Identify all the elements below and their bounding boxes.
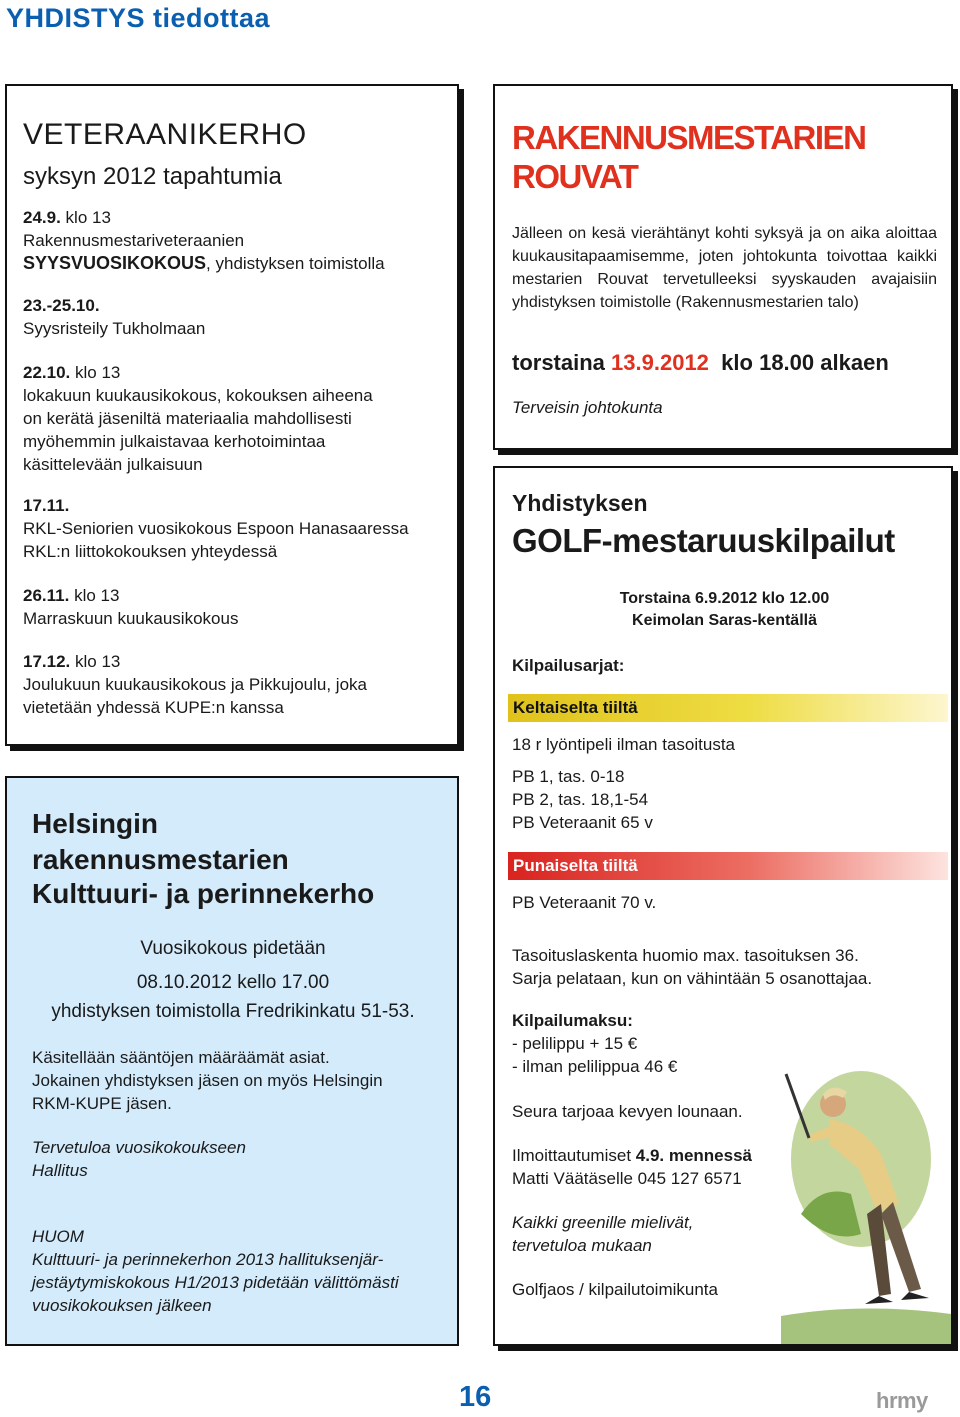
signup-deadline: 4.9. mennessä: [635, 1146, 753, 1165]
page-number: 16: [459, 1381, 492, 1413]
event-date: 22.10.: [23, 363, 71, 382]
event-text: , yhdistyksen toimistolla: [206, 254, 385, 273]
event-text: RKL-Seniorien vuosikokous Espoon Hanasaaressa: [23, 519, 409, 538]
meeting-line: yhdistyksen toimistolla Fredrikinkatu 51-53.: [51, 1001, 415, 1022]
welcome-line: tervetuloa mukaan: [512, 1236, 652, 1255]
rouvat-after: alkaen: [820, 350, 889, 375]
welcome-line: Hallitus: [32, 1161, 88, 1180]
kulttuuri-title-line: Kulttuuri- ja perinnekerho: [32, 878, 375, 909]
kulttuuri-title-line: Helsingin: [32, 808, 159, 839]
golfer-icon: [781, 1064, 951, 1344]
rouvat-klo: klo: [721, 350, 753, 375]
class-item: PB Veteraanit 70 v.: [512, 893, 657, 912]
red-tee-bar: Punaiselta tiiltä: [508, 852, 948, 880]
event-date: 26.11.: [23, 586, 70, 605]
rouvat-day: torstaina: [512, 350, 605, 375]
welcome-line: Kaikki greenille mielivät,: [512, 1213, 694, 1232]
golf-venue: Keimolan Saras-kentällä: [632, 612, 817, 629]
event-text: Rakennusmestariveteraanien: [23, 231, 245, 250]
event-date: 23.-25.10.: [23, 296, 100, 315]
event-text: RKL:n liittokokouksen yhteydessä: [23, 542, 278, 561]
rouvat-title: [512, 118, 865, 196]
yellow-description: 18 r lyöntipeli ilman tasoitusta: [512, 735, 736, 754]
event-item: [23, 584, 453, 630]
event-time: klo 13: [74, 586, 120, 605]
signup-text: Ilmoittautumiset: [512, 1146, 636, 1165]
welcome-line: Tervetuloa vuosikokoukseen: [32, 1138, 246, 1157]
event-time: klo 13: [65, 208, 111, 227]
event-text-bold: SYYSVUOSIKOKOUS: [23, 253, 207, 273]
golf-signature: Golfjaos / kilpailutoimikunta: [512, 1280, 718, 1299]
event-date: 24.9.: [23, 208, 61, 227]
info-line: Käsitellään sääntöjen määräämät asiat.: [32, 1048, 330, 1067]
info-line: RKM-KUPE jäsen.: [32, 1094, 172, 1113]
veteraanikerho-subtitle: syksyn 2012 tapahtumia: [23, 163, 282, 190]
event-date: 17.12.: [23, 652, 71, 671]
yellow-tee-bar: Keltaiselta tiiltä: [508, 694, 948, 722]
event-text: Syysristeily Tukholmaan: [23, 319, 206, 338]
signup-contact: Matti Väätäselle 045 127 6571: [512, 1169, 742, 1188]
event-text: vietetään yhdessä KUPE:n kanssa: [23, 698, 284, 717]
rouvat-body: Jälleen on kesä vierähtänyt kohti syksyä ja on aika aloittaa kuukausitapaamisemme, joten johtokunta toivottaa kaikki mestarien Rouvat tervetulleeksi syyskauden avajaisiin yhdistyksen toimistolle (Rakennusmestarien talo): [512, 225, 937, 311]
rouvat-title-line: ROUVAT: [512, 158, 638, 195]
huom-line: jestäytymiskokous H1/2013 pidetään välittömästi: [32, 1273, 399, 1292]
rouvat-date: 13.9.2012: [611, 350, 709, 375]
rouvat-time: 18.00: [759, 350, 815, 375]
golf-box: [493, 466, 953, 1346]
rule-line: Tasoituslaskenta huomio max. tasoituksen 36.: [512, 946, 859, 965]
golf-title: GOLF-mestaruuskilpailut: [512, 522, 895, 559]
event-item: [23, 494, 453, 563]
golf-pretitle: Yhdistyksen: [512, 490, 648, 516]
rouvat-box: [493, 84, 953, 450]
kulttuuri-box: [5, 776, 459, 1346]
meeting-line: Vuosikokous pidetään: [140, 938, 326, 959]
event-time: klo 13: [75, 363, 121, 382]
rouvat-title-line: RAKENNUSMESTARIEN: [512, 119, 866, 156]
event-text: Joulukuun kuukausikokous ja Pikkujoulu, joka: [23, 675, 367, 694]
lunch-note: Seura tarjoaa kevyen lounaan.: [512, 1102, 743, 1121]
class-item: PB 2, tas. 18,1-54: [512, 790, 649, 809]
info-line: Jokainen yhdistyksen jäsen on myös Helsingin: [32, 1071, 383, 1090]
fee-line: - ilman pelilippua 46 €: [512, 1057, 678, 1076]
veteraanikerho-title: VETERAANIKERHO: [23, 118, 307, 151]
section-title: YHDISTYS tiedottaa: [6, 3, 271, 33]
rouvat-signature: Terveisin johtokunta: [512, 398, 663, 417]
event-date: 17.11.: [23, 496, 70, 515]
event-text: on kerätä jäseniltä materiaalia mahdollisesti: [23, 409, 352, 428]
event-time: klo 13: [75, 652, 121, 671]
fee-label: Kilpailumaksu:: [512, 1011, 633, 1030]
golf-date: Torstaina 6.9.2012 klo 12.00: [619, 590, 830, 607]
event-item: [23, 294, 453, 340]
kulttuuri-title-line: rakennusmestarien: [32, 844, 289, 875]
series-label: Kilpailusarjat:: [512, 656, 625, 675]
fee-line: - pelilippu + 15 €: [512, 1034, 638, 1053]
rule-line: Sarja pelataan, kun on vähintään 5 osanottajaa.: [512, 969, 873, 988]
event-text: myöhemmin julkaistavaa kerhotoimintaa: [23, 432, 326, 451]
event-item: [23, 206, 453, 275]
veteraanikerho-box: [5, 84, 459, 746]
event-item: [23, 650, 453, 719]
rouvat-datetime: [512, 350, 889, 376]
meeting-line: 08.10.2012 kello 17.00: [136, 972, 330, 993]
event-text: Marraskuun kuukausikokous: [23, 609, 239, 628]
signup-line: [512, 1144, 752, 1167]
huom-line: vuosikokouksen jälkeen: [32, 1296, 212, 1315]
header-band: [0, 0, 960, 36]
event-text: lokakuun kuukausikokous, kokouksen aiheena: [23, 386, 373, 405]
huom-heading: HUOM: [32, 1227, 84, 1246]
huom-line: Kulttuuri- ja perinnekerhon 2013 hallituksenjär-: [32, 1250, 384, 1269]
class-item: PB Veteraanit 65 v: [512, 813, 653, 832]
class-item: PB 1, tas. 0-18: [512, 767, 625, 786]
event-text: käsittelevään julkaisuun: [23, 455, 203, 474]
event-item: [23, 361, 453, 476]
publisher-logo: hrmy: [876, 1388, 928, 1413]
golf-datetime: [512, 588, 937, 632]
kulttuuri-title: [32, 806, 289, 878]
